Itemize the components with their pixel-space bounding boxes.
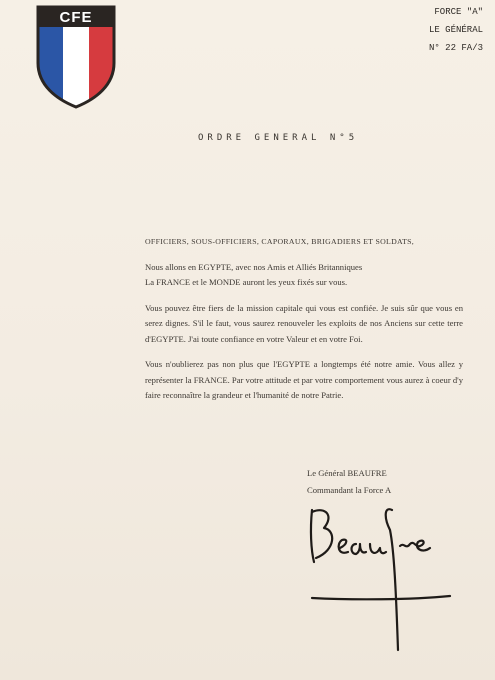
handwritten-signature xyxy=(300,500,460,660)
signatory-role: Commandant la Force A xyxy=(307,485,392,495)
paragraph-1: Nous allons en EGYPTE, avec nos Amis et Alliés Britanniques xyxy=(145,261,363,272)
reference-number: N° 22 FA/3 xyxy=(428,43,483,53)
signatory-name: Le Général BEAUFRE xyxy=(307,468,387,478)
letter-body xyxy=(145,234,463,404)
paragraph-3: Vous pouvez être fiers de la mission capitale qui vous est confiée. Je suis sûr que vous en serez dignes. S'il le faut, vous saurez renouveler les exploits de nos Anciens sur cette terre d'EGYPTE. J'ai toute confiance en votre Valeur et en votre Foi. xyxy=(145,302,463,344)
salutation: OFFICIERS, SOUS-OFFICIERS, CAPORAUX, BRIGADIERS ET SOLDATS, xyxy=(145,237,415,246)
crest-label: CFE xyxy=(59,9,93,26)
paragraph-4: Vous n'oublierez pas non plus que l'EGYPTE a longtemps été notre amie. Vous allez y représenter la FRANCE. Par votre attitude et par votre comportement vous aurez à coeur d'y faire reconnaître la grandeur et l'humanité de notre Patrie. xyxy=(145,359,463,400)
letterhead-right xyxy=(373,3,483,57)
force-label: FORCE "A" xyxy=(434,7,483,17)
rank-label: LE GÉNÉRAL xyxy=(428,25,483,35)
signature-block xyxy=(307,465,391,499)
document-title: ORDRE GENERAL N°5 xyxy=(198,133,359,143)
cfe-crest-logo xyxy=(36,5,116,109)
paragraph-2: La FRANCE et le MONDE auront les yeux fixés sur vous. xyxy=(145,277,348,287)
